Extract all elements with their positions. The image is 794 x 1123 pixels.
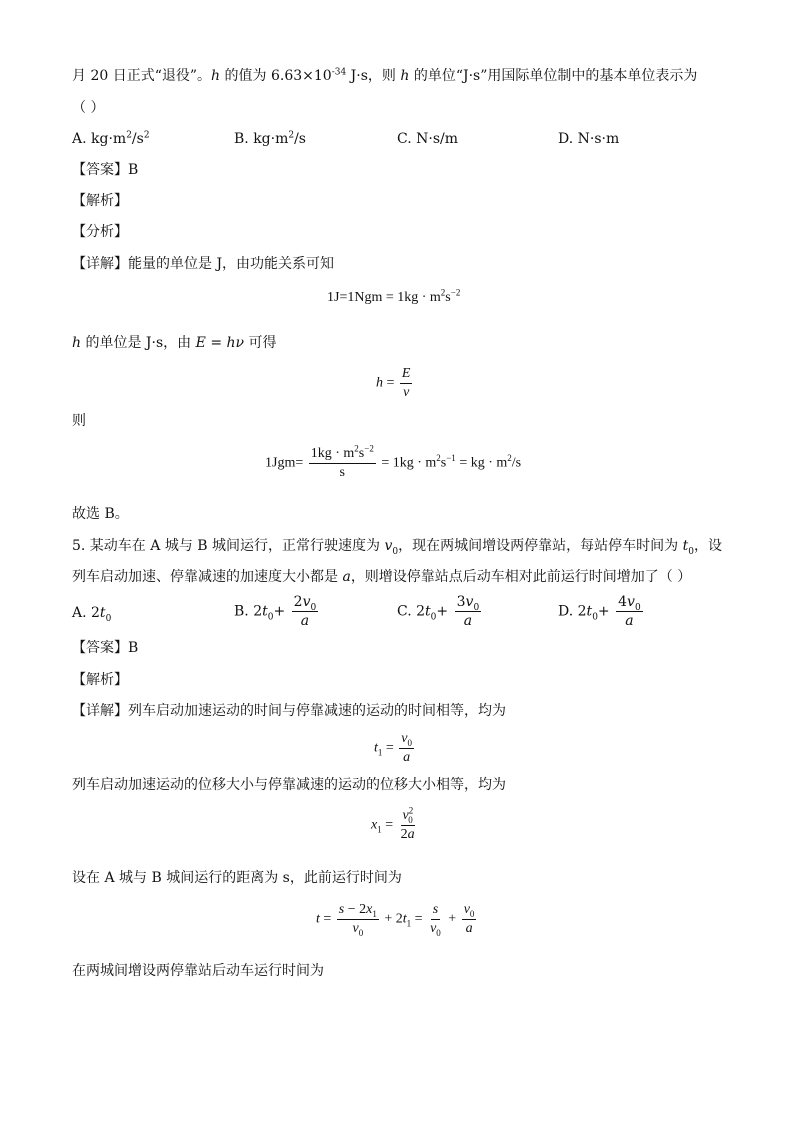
- q5-option-c: C. $2t_0+$ $\frac{3v_0}{a}$: [397, 594, 480, 629]
- q5-stem-line1: 5. 某动车在 A 城与 B 城间运行，正常行驶速度为 $v_0$，现在两城间增设两停靠站，每站停车时间为 $t_0$，设: [72, 538, 722, 557]
- q5-answer: 【答案】B: [72, 640, 139, 656]
- q4-equation-2: h = $\frac{E}{\nu}$: [376, 366, 411, 400]
- q4-conclusion: 故选 B。: [72, 506, 129, 522]
- q4-equation-3: 1Jgm= $\frac{1kg \cdot m^2s^{-2}}{s}$ = $1kg \cdot m^2s^{-1}$ = kg · $m^2/s$: [265, 443, 522, 480]
- q5-option-b: B. $2t_0+$ $\frac{2v_0}{a}$: [234, 594, 317, 629]
- q5-stem-line2: 列车启动加速、停靠减速的加速度大小都是 a，则增设停靠站点后动车相对此前运行时间增加了（ ）: [72, 569, 692, 585]
- q4-option-a: A. $kg\cdot m^2/s^2$: [72, 130, 150, 147]
- q4-option-b: B. $kg\cdot m^2/s$: [234, 130, 306, 147]
- q4-stem-line1: 月 20 日正式“退役”。h 的值为 $6.63\times 10^{-34}$ J·s，则 h 的单位“J·s”用国际单位制中的基本单位表示为: [72, 67, 698, 84]
- q4-answer: 【答案】B: [72, 162, 139, 178]
- q4-detail: 【详解】能量的单位是 J，由功能关系可知: [72, 256, 335, 272]
- q5-displacement-line: 列车启动加速运动的位移大小与停靠减速的运动的位移大小相等，均为: [72, 777, 506, 793]
- q5-option-a: A. $2t_0$: [72, 605, 112, 624]
- q5-equation-3: t = $\frac{s - 2x_1}{v_0}$ + $2t_1$ = $\frac{s}{v_0}$ + $\frac{v_0}{a}$: [316, 902, 475, 938]
- q5-equation-1: $t_1$ = $\frac{v_0}{a}$: [374, 731, 413, 765]
- q4-option-c: C. N·s/m: [397, 131, 458, 147]
- q4-ze: 则: [72, 413, 86, 429]
- q4-option-d: D. N·s·m: [558, 131, 620, 147]
- q5-option-d: D. $2t_0+$ $\frac{4v_0}{a}$: [558, 594, 641, 629]
- q4-stem-line2: （ ）: [72, 100, 105, 116]
- q5-equation-2: $x_1$ = $\frac{v^2_0}{2a}$: [371, 805, 415, 842]
- q5-jiexi: 【解析】: [72, 672, 128, 688]
- q5-detail: 【详解】列车启动加速运动的时间与停靠减速的运动的时间相等，均为: [72, 703, 506, 719]
- q5-after-line: 在两城间增设两停靠站后动车运行时间为: [72, 963, 324, 979]
- q5-distance-line: 设在 A 城与 B 城间运行的距离为 s，此前运行时间为: [72, 870, 402, 886]
- q4-equation-1: $1J=1Ngm = 1kg \cdot m^2s^{-2}$: [327, 287, 461, 305]
- q4-jiexi: 【解析】: [72, 193, 128, 209]
- q4-fenxi: 【分析】: [72, 224, 128, 240]
- q4-h-unit-line: h 的单位是 J·s，由 E = hν 可得: [72, 335, 277, 351]
